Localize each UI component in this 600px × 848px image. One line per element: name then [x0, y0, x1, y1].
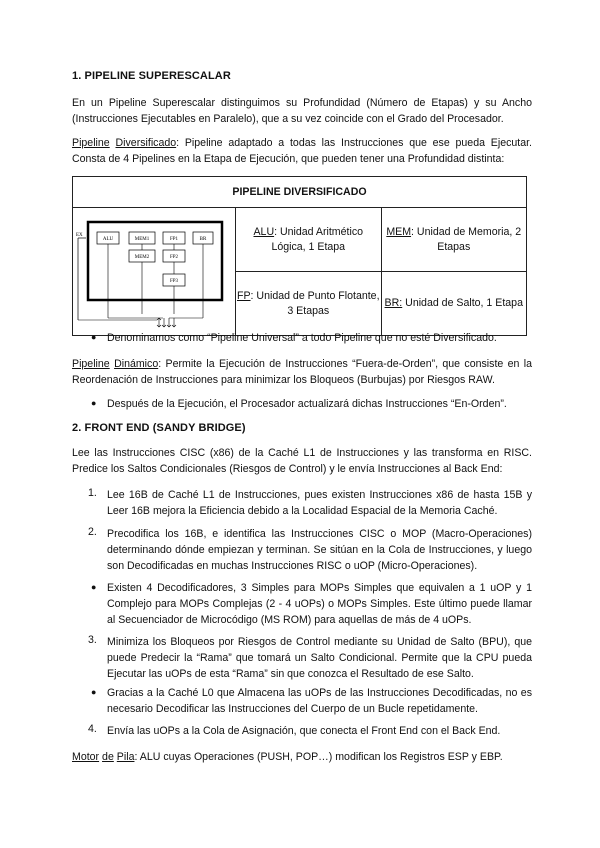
bullet-dot: ● — [91, 398, 97, 408]
bullet-cache-l0: Gracias a la Caché L0 que Almacena las uOPs de las Instrucciones Decodificadas, no es necesario Decodificar las Instrucciones del Cuerpo de un Bucle repetidamente. — [107, 687, 532, 715]
item-number: 1. — [88, 487, 97, 499]
term-diversificado: Diversificado — [115, 137, 177, 149]
section-1-intro: En un Pipeline Superescalar distinguimos su Profundidad (Número de Etapas) y su Ancho (Instrucciones Ejecutables en Paralelo), que a su vez coincide con el Grado del Procesador. — [72, 97, 532, 125]
diagram-br: BR — [199, 237, 207, 242]
mem-desc: : Unidad de Memoria, 2 Etapas — [411, 225, 522, 253]
section-1-heading: 1. PIPELINE SUPERESCALAR — [72, 70, 231, 82]
bullet-dot: ● — [91, 332, 97, 342]
item-number: 3. — [88, 634, 97, 646]
mem-term: MEM — [386, 225, 412, 238]
fp-term: FP — [236, 289, 251, 302]
list-item-3: Minimiza los Bloqueos por Riesgos de Control mediante su Unidad de Salto (BPU), que puede Predecir la “Rama” que tomará un Salto Condicional. Permite que la CPU pueda Ejecutar las uOPs de esta “Rama” sin que conozca el Resultado de ese Salto. — [107, 636, 532, 680]
pipeline-diversificado-table — [72, 176, 527, 336]
diagram-mem1: MEM1 — [134, 237, 150, 242]
section-2-heading: 2. FRONT END (SANDY BRIDGE) — [72, 422, 246, 434]
bullet-dot: ● — [91, 687, 97, 697]
diversificado-text: : Pipeline adaptado a todas las Instrucciones que ese pueda Ejecutar. Consta de 4 Pipelines en la Etapa de Ejecución, que pueden tener una Profundidad distinta: — [72, 137, 532, 165]
br-term: BR: — [384, 297, 403, 309]
diagram-alu: ALU — [102, 237, 114, 242]
fp-desc: : Unidad de Punto Flotante, 3 Etapas — [250, 289, 380, 317]
term-dinamico: Dinámico — [114, 358, 159, 370]
alu-term: ALU — [253, 225, 275, 238]
motor-text: : ALU cuyas Operaciones (PUSH, POP…) modifican los Registros ESP y EBP. — [134, 751, 503, 763]
diagram-ex: EX — [76, 233, 83, 238]
term-de: de — [102, 751, 114, 763]
mem-cell — [381, 208, 526, 272]
list-item-1: Lee 16B de Caché L1 de Instrucciones, pues existen Instrucciones x86 de hasta 15B y Leer 16B mejora la Eficiencia debido a la Localidad Espacial de la Memoria Caché. — [107, 489, 532, 517]
term-pipeline: Pipeline — [72, 137, 110, 149]
pipeline-diagram — [73, 208, 235, 332]
pipeline-dinamico-paragraph — [72, 356, 532, 388]
fp-cell — [236, 272, 382, 336]
term-pipeline-2: Pipeline — [72, 358, 110, 370]
bullet-decodificadores: Existen 4 Decodificadores, 3 Simples para MOPs Simples que equivalen a 1 uOP y 1 Complejo para MOPs Complejas (2 - 4 uOPs) o MOPs Simples. Este último puede llamar al Secuenciador de Microcódigo (MS ROM) para aquellas de más de 4 uOPs. — [107, 582, 532, 626]
section-2-intro: Lee las Instrucciones CISC (x86) de la Caché L1 de Instrucciones y las transforma en RISC. Predice los Saltos Condicionales (Riesgos de Control) y le envía Instrucciones al Back End: — [72, 447, 532, 475]
alu-cell — [236, 208, 382, 272]
table-title: PIPELINE DIVERSIFICADO — [73, 177, 527, 208]
diagram-fp3: FP3 — [169, 279, 179, 284]
diagram-fp1: FP1 — [169, 237, 179, 242]
term-pila: Pila — [116, 751, 135, 763]
list-item-4: Envía las uOPs a la Cola de Asignación, que conecta el Front End con el Back End. — [107, 725, 501, 737]
diagram-cell — [73, 208, 236, 336]
diagram-fp2: FP2 — [169, 255, 179, 260]
list-item-2: Precodifica los 16B, e identifica las Instrucciones CISC o MOP (Macro-Operaciones) determinando dónde empiezan y terminan. Se sitúan en la Cola de Instrucciones, y luego son Decodificadas en muchas Instrucciones RISC o uOP (Micro-Operaciones). — [107, 528, 532, 572]
item-number: 2. — [88, 526, 97, 538]
alu-desc: : Unidad Aritmético Lógica, 1 Etapa — [271, 225, 364, 253]
dinamico-text: : Permite la Ejecución de Instrucciones “Fuera-de-Orden”, que consiste en la Reordenación de Instrucciones para minimizar los Bloqueos (Burbujas) por Riesgos RAW. — [72, 358, 532, 386]
term-motor: Motor — [72, 751, 100, 763]
item-number: 4. — [88, 723, 97, 735]
br-desc: Unidad de Salto, 1 Etapa — [402, 297, 523, 309]
motor-de-pila-paragraph — [72, 749, 532, 765]
pipeline-diversificado-paragraph — [72, 135, 532, 167]
diagram-mem2: MEM2 — [134, 255, 150, 260]
bullet-en-orden: Después de la Ejecución, el Procesador actualizará dichas Instrucciones “En-Orden”. — [107, 398, 507, 410]
br-cell — [381, 272, 526, 336]
bullet-dot: ● — [91, 582, 97, 592]
bullet-pipeline-universal: Denominamos como “Pipeline Universal” a todo Pipeline que no esté Diversificado. — [107, 332, 497, 344]
